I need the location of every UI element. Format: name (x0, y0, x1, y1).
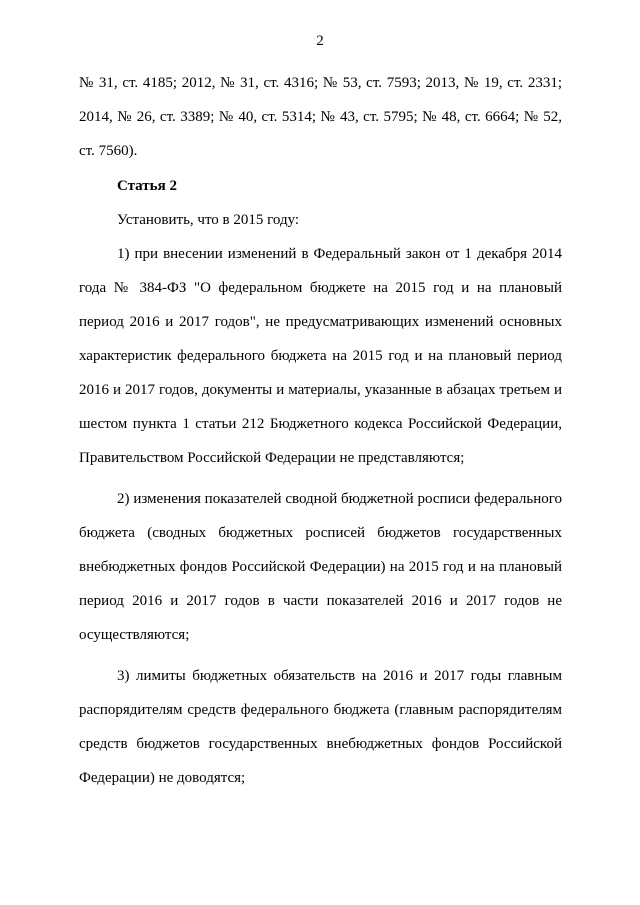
article-intro: Установить, что в 2015 году: (117, 212, 300, 228)
list-item-1: 1) при внесении изменений в Федеральный закон от 1 декабря 2014 года № 384-ФЗ "О федеральном бюджете на 2015 год и на плановый период 2016 и 2017 годов", не предусматривающих изменений основных характеристик федерального бюджета на 2015 год и на плановый период 2016 и 2017 годов, документы и материалы, указанные в абзацах третьем и шестом пункта 1 статьи 212 Бюджетного кодекса Российской Федерации, Правительством Российской Федерации не представляются; (79, 246, 562, 466)
list-item-2: 2) изменения показателей сводной бюджетной росписи федерального бюджета (сводных бюджетных росписей бюджетов государственных внебюджетных фондов Российской Федерации) на 2015 год и на плановый период 2016 и 2017 годов в части показателей 2016 и 2017 годов не осуществляются; (79, 491, 562, 643)
document-body (79, 66, 562, 795)
page-number: 2 (316, 33, 324, 49)
continuation-paragraph: № 31, ст. 4185; 2012, № 31, ст. 4316; № 53, ст. 7593; 2013, № 19, ст. 2331; 2014, № 26, ст. 3389; № 40, ст. 5314; № 43, ст. 5795; № 48, ст. 6664; № 52, ст. 7560). (79, 75, 562, 159)
list-item-3: 3) лимиты бюджетных обязательств на 2016 и 2017 годы главным распорядителям средств федерального бюджета (главным распорядителям средств бюджетов государственных внебюджетных фондов Российской Федерации) не доводятся; (79, 668, 562, 786)
article-heading: Статья 2 (117, 178, 177, 194)
